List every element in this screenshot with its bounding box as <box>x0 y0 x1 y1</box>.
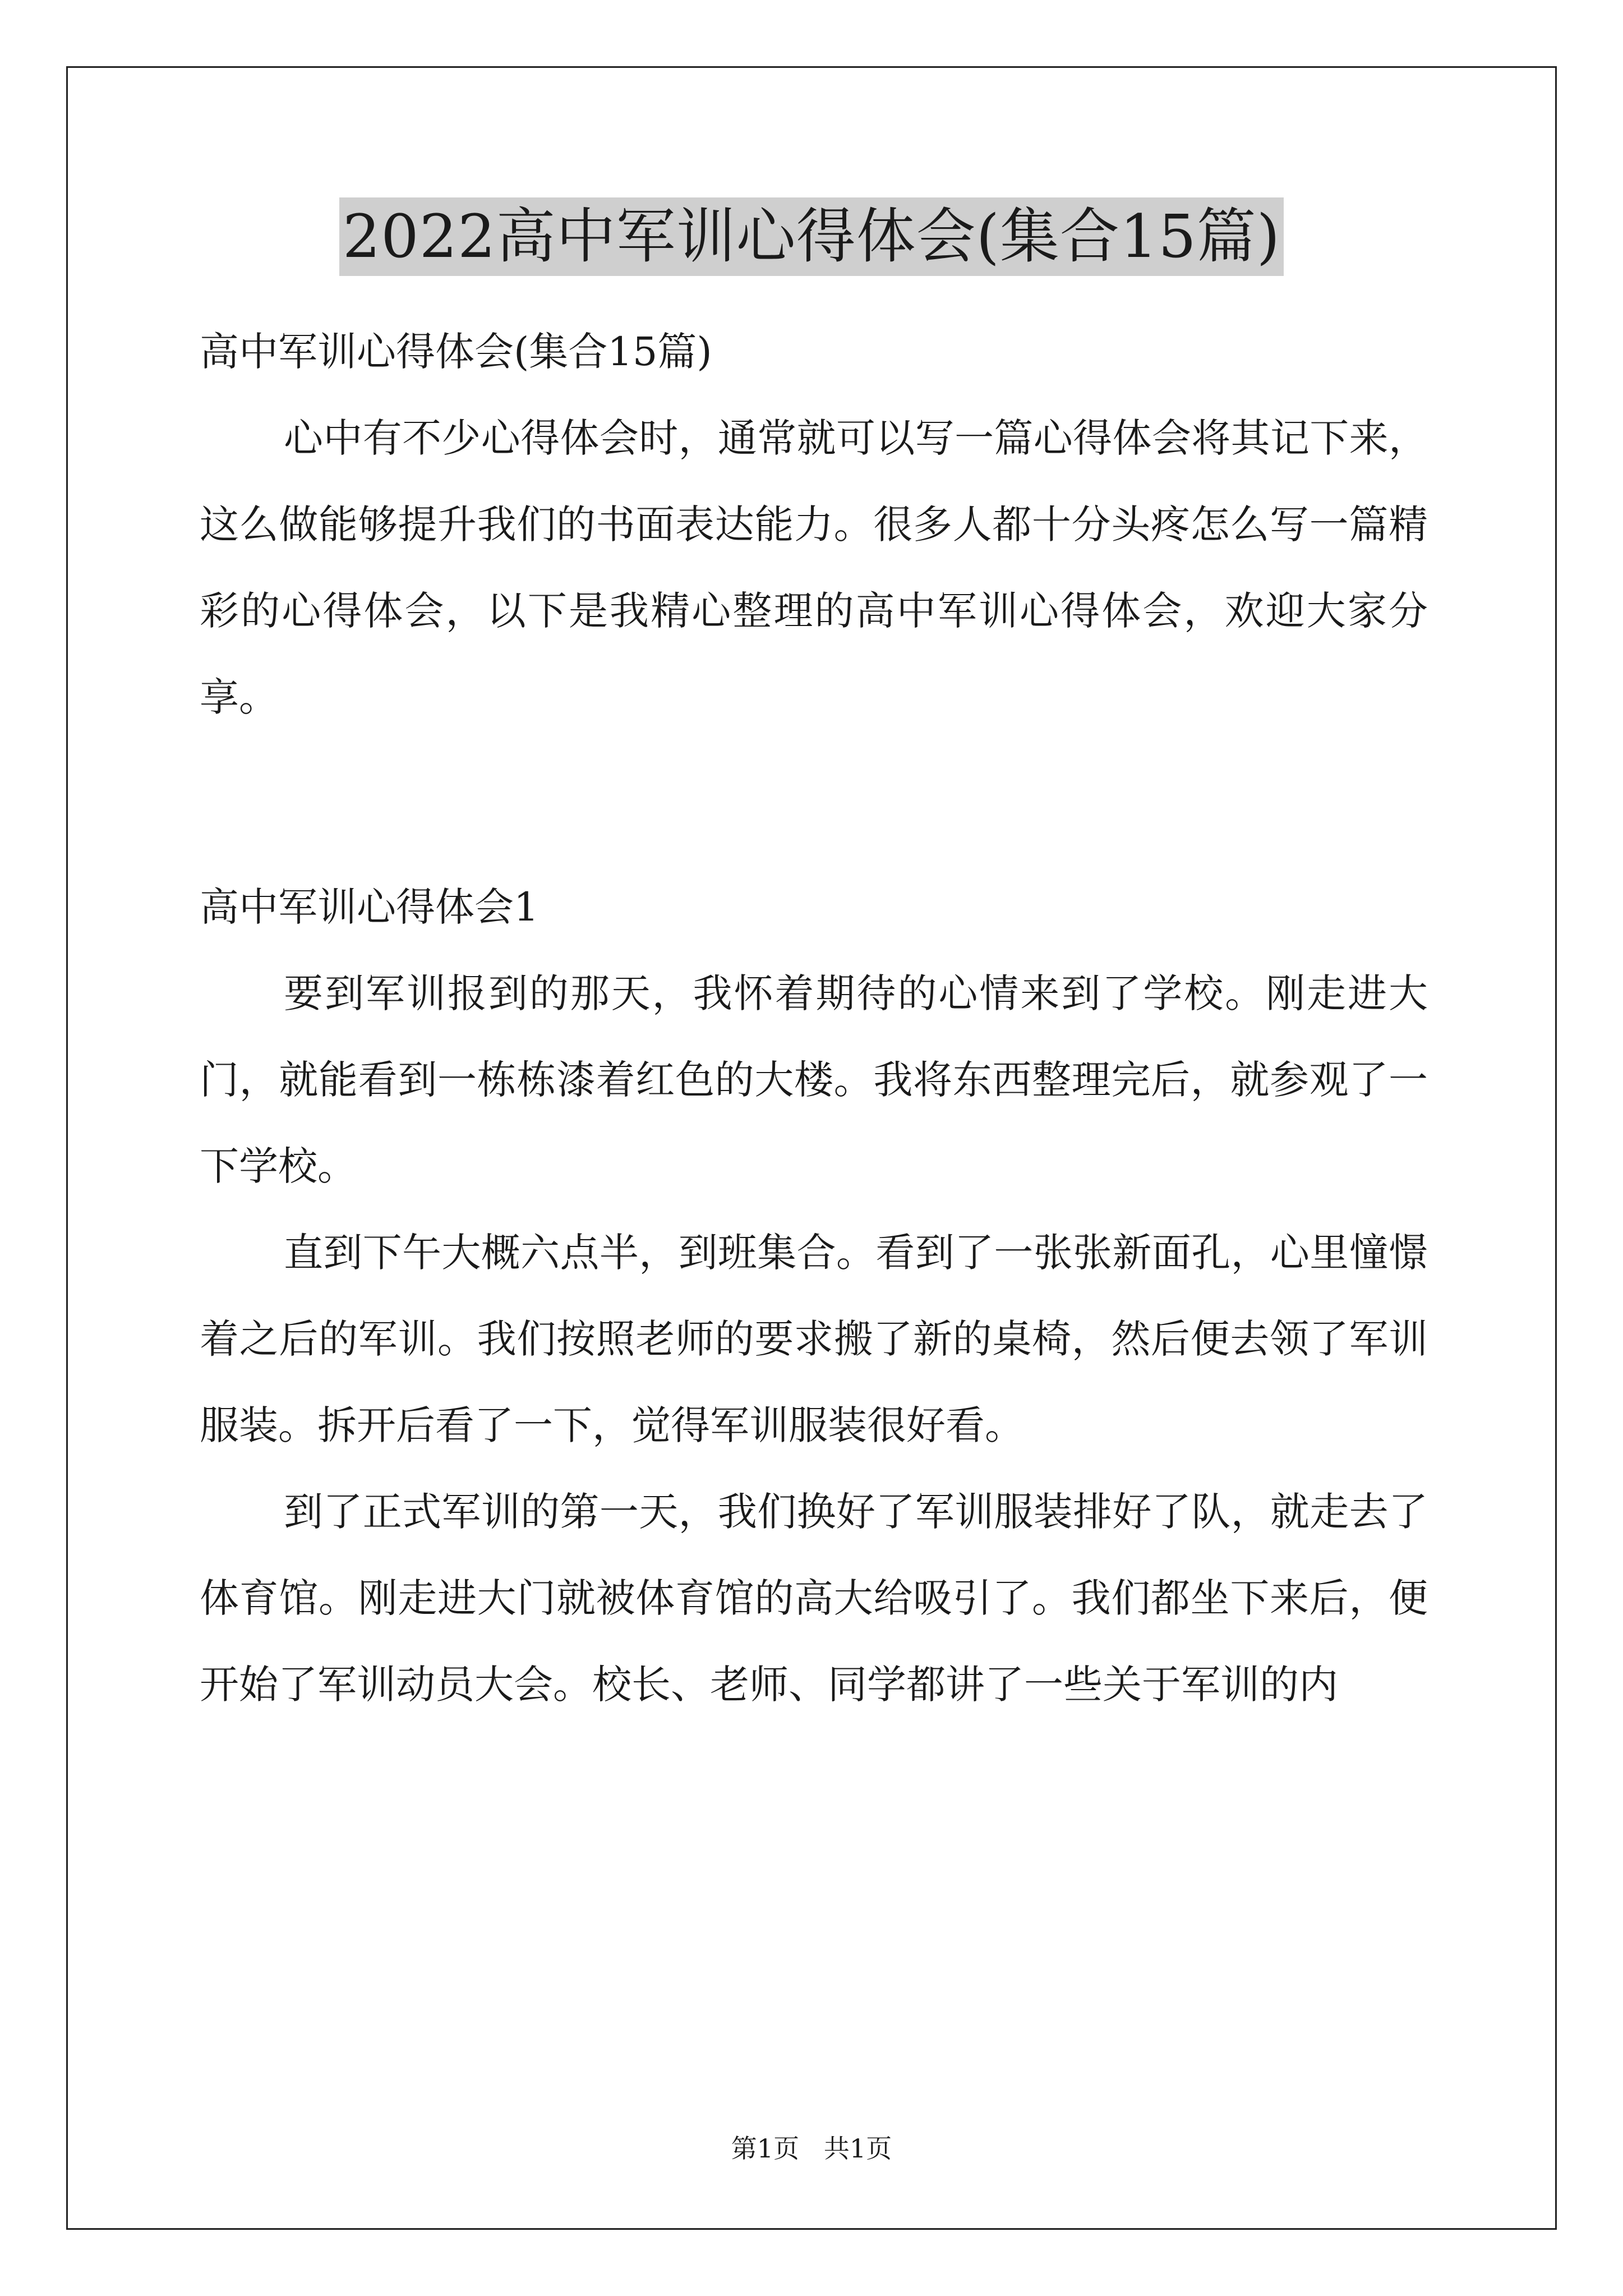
section-heading: 高中军训心得体会1 <box>200 884 539 930</box>
body-paragraph: 直到下午大概六点半，到班集合。看到了一张张新面孔，心里憧憬着之后的军训。我们按照老师的要求搬了新的桌椅，然后便去领了军训服装。拆开后看了一下，觉得军训服装很好看。 <box>200 1230 1428 1448</box>
document-body <box>200 309 1428 1728</box>
body-paragraph: 要到军训报到的那天，我怀着期待的心情来到了学校。刚走进大门，就能看到一栋栋漆着红色的大楼。我将东西整理完后，就参观了一下学校。 <box>200 970 1428 1189</box>
body-paragraph: 到了正式军训的第一天，我们换好了军训服装排好了队，就走去了体育馆。刚走进大门就被体育馆的高大给吸引了。我们都坐下来后，便开始了军训动员大会。校长、老师、同学都讲了一些关于军训的内 <box>200 1489 1428 1708</box>
intro-paragraph: 心中有不少心得体会时，通常就可以写一篇心得体会将其记下来，这么做能够提升我们的书面表达能力。很多人都十分头疼怎么写一篇精彩的心得体会，以下是我精心整理的高中军训心得体会，欢迎大家分享。 <box>200 415 1428 720</box>
page-footer: 第1页 共1页 <box>731 2133 892 2164</box>
title-container <box>0 197 1623 276</box>
document-title: 2022高中军训心得体会(集合15篇) <box>339 197 1284 276</box>
document-subtitle: 高中军训心得体会(集合15篇) <box>200 329 712 375</box>
section-gap <box>200 740 1428 864</box>
